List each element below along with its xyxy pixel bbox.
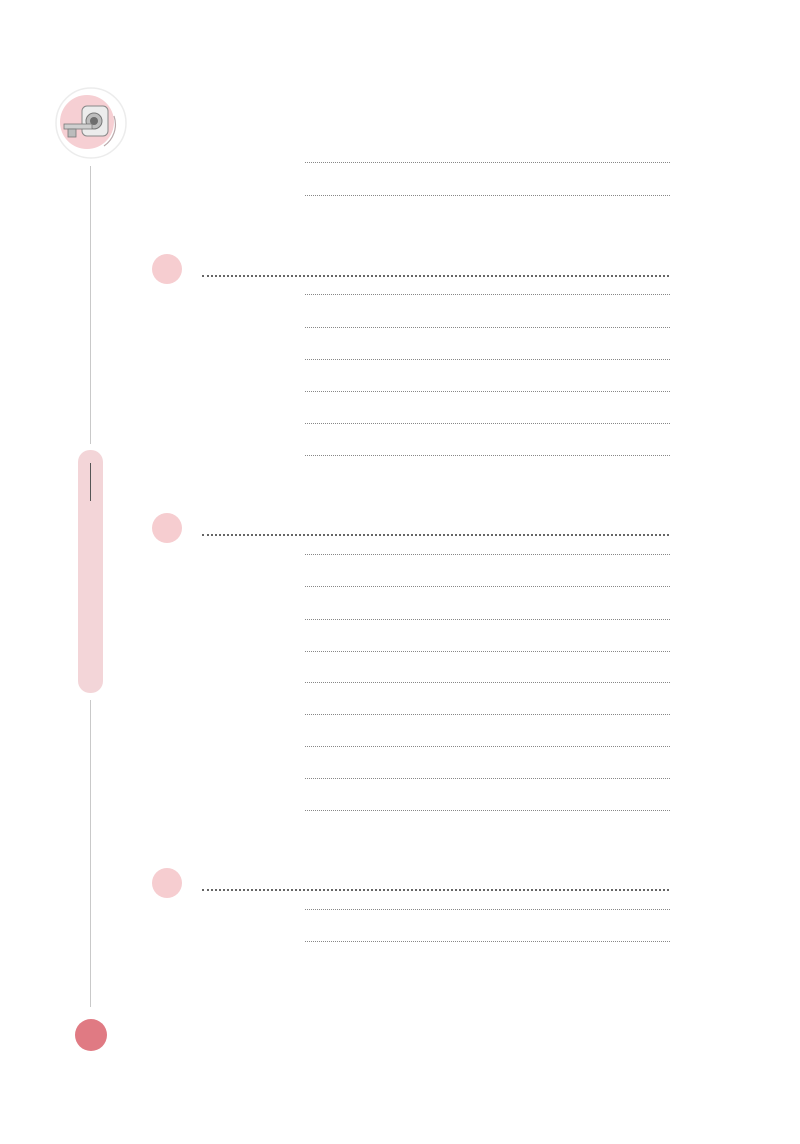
dot-leader xyxy=(305,195,670,196)
toc-entry[interactable] xyxy=(244,195,672,199)
dot-leader xyxy=(305,455,670,456)
part-number-badge xyxy=(147,864,183,904)
dot-leader xyxy=(202,263,669,277)
toc-entry[interactable] xyxy=(244,162,672,166)
dot-leader xyxy=(305,359,670,360)
dot-leader xyxy=(305,941,670,942)
page-number-badge xyxy=(75,1019,107,1051)
part-heading-3[interactable] xyxy=(145,250,672,290)
dot-leader xyxy=(305,810,670,811)
dot-leader xyxy=(305,714,670,715)
toc-entry[interactable] xyxy=(244,909,672,913)
dot-leader xyxy=(305,778,670,779)
dot-leader xyxy=(202,522,669,536)
toc-entry[interactable] xyxy=(244,778,672,782)
part-heading-4[interactable] xyxy=(145,509,672,549)
title-dash xyxy=(90,463,91,501)
toc-entry[interactable] xyxy=(244,391,672,395)
dot-leader xyxy=(305,391,670,392)
dot-leader xyxy=(305,423,670,424)
dot-leader xyxy=(305,909,670,910)
part-number-badge xyxy=(147,250,183,290)
toc-entry[interactable] xyxy=(244,746,672,750)
toc-entry[interactable] xyxy=(244,327,672,331)
part-heading-5[interactable] xyxy=(145,864,672,904)
toc-entry[interactable] xyxy=(244,554,672,558)
book-title-vertical xyxy=(78,459,103,505)
toc-entry[interactable] xyxy=(244,423,672,427)
dot-leader xyxy=(202,877,669,891)
dot-leader xyxy=(305,746,670,747)
toc-entry[interactable] xyxy=(244,359,672,363)
pet-ct-scanner-icon xyxy=(54,86,128,160)
toc-entry[interactable] xyxy=(244,294,672,298)
toc-entry[interactable] xyxy=(244,586,672,590)
toc-entry[interactable] xyxy=(244,455,672,459)
toc-entry[interactable] xyxy=(244,810,672,814)
dot-leader xyxy=(305,554,670,555)
toc-entry[interactable] xyxy=(244,714,672,718)
dot-leader xyxy=(305,619,670,620)
sidebar-line-top xyxy=(90,166,91,444)
dot-leader xyxy=(305,327,670,328)
dot-leader xyxy=(305,651,670,652)
toc-entry[interactable] xyxy=(244,941,672,945)
part-number-badge xyxy=(147,509,183,549)
toc-entry[interactable] xyxy=(244,619,672,623)
sidebar-line-bottom xyxy=(90,700,91,1007)
toc-entry[interactable] xyxy=(244,651,672,655)
toc-entry[interactable] xyxy=(244,682,672,686)
dot-leader xyxy=(305,294,670,295)
dot-leader xyxy=(305,586,670,587)
dot-leader xyxy=(305,682,670,683)
dot-leader xyxy=(305,162,670,163)
